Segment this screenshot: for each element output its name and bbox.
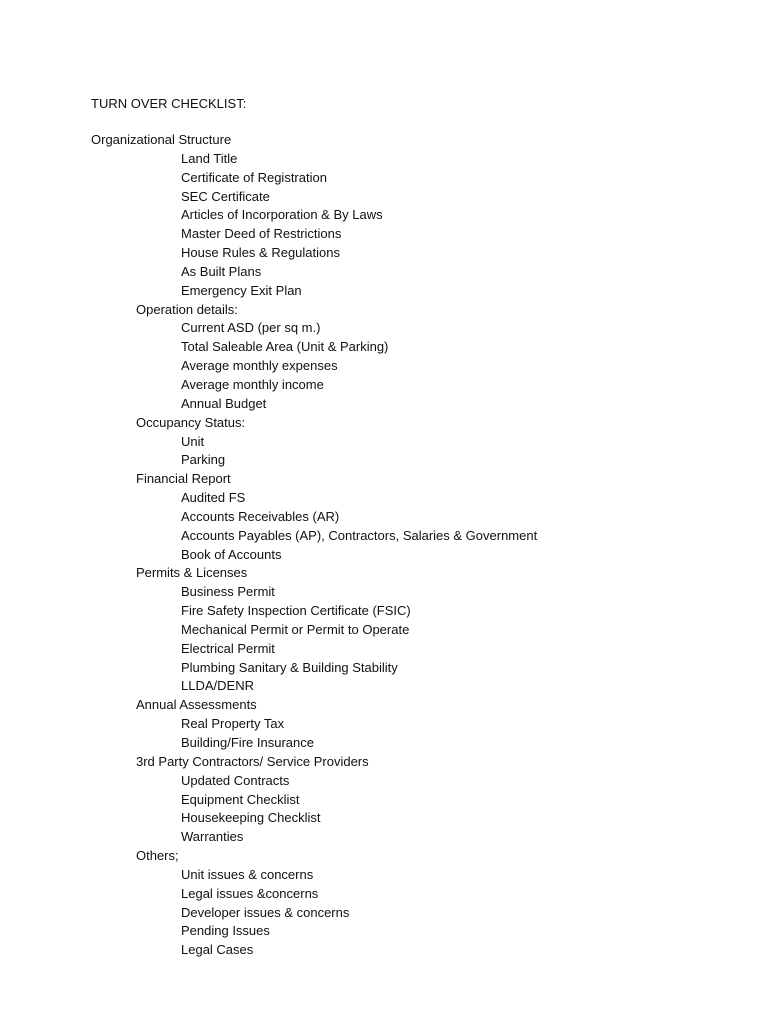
checklist-item: Electrical Permit: [181, 640, 275, 656]
group-heading: Financial Report: [136, 471, 231, 487]
checklist: [0, 131, 768, 960]
checklist-item: Average monthly income: [181, 376, 324, 392]
checklist-item: Master Deed of Restrictions: [181, 226, 342, 242]
checklist-item: Building/Fire Insurance: [181, 735, 314, 750]
checklist-item: Plumbing Sanitary & Building Stability: [181, 659, 398, 675]
group-heading: 3rd Party Contractors/ Service Providers: [136, 753, 369, 769]
group-heading: Permits & Licenses: [136, 565, 248, 581]
checklist-item: Average monthly expenses: [181, 358, 338, 374]
checklist-item: Articles of Incorporation & By Laws: [181, 207, 383, 223]
group-heading: Others;: [136, 848, 179, 864]
checklist-item: Fire Safety Inspection Certificate (FSIC): [181, 603, 411, 619]
checklist-item: Accounts Receivables (AR): [181, 508, 340, 524]
checklist-item: Certificate of Registration: [181, 169, 327, 185]
checklist-item: Total Saleable Area (Unit & Parking): [181, 339, 389, 355]
checklist-item: Housekeeping Checklist: [181, 810, 321, 826]
checklist-item: SEC Certificate: [181, 188, 270, 204]
checklist-item: Warranties: [181, 829, 244, 845]
checklist-item: Mechanical Permit or Permit to Operate: [181, 621, 410, 637]
checklist-item: Updated Contracts: [181, 772, 290, 788]
section-heading: Organizational Structure: [91, 132, 232, 147]
checklist-item: Pending Issues: [181, 923, 270, 939]
checklist-item: Land Title: [181, 150, 238, 166]
checklist-item: Current ASD (per sq m.): [181, 320, 321, 336]
checklist-item: House Rules & Regulations: [181, 245, 340, 261]
checklist-item: As Built Plans: [181, 263, 262, 279]
checklist-item: Business Permit: [181, 584, 275, 600]
checklist-item: Developer issues & concerns: [181, 904, 350, 920]
document-title: TURN OVER CHECKLIST:: [91, 96, 247, 111]
checklist-item: Emergency Exit Plan: [181, 282, 302, 298]
checklist-item: Annual Budget: [181, 395, 267, 411]
group-heading: Occupancy Status:: [136, 414, 246, 430]
checklist-item: Accounts Payables (AP), Contractors, Salaries & Government: [181, 527, 538, 543]
checklist-item: Parking: [181, 452, 226, 468]
checklist-item: Book of Accounts: [181, 546, 282, 562]
checklist-item: LLDA/DENR: [181, 678, 254, 694]
checklist-item: Legal issues &concerns: [181, 885, 319, 901]
checklist-item: Legal Cases: [181, 942, 254, 958]
group-heading: Operation details:: [136, 301, 238, 317]
checklist-item: Equipment Checklist: [181, 791, 300, 807]
checklist-item: Audited FS: [181, 490, 246, 506]
checklist-item: Unit issues & concerns: [181, 866, 314, 882]
checklist-item: Real Property Tax: [181, 716, 285, 732]
checklist-item: Unit: [181, 433, 205, 449]
group-heading: Annual Assessments: [136, 697, 257, 713]
